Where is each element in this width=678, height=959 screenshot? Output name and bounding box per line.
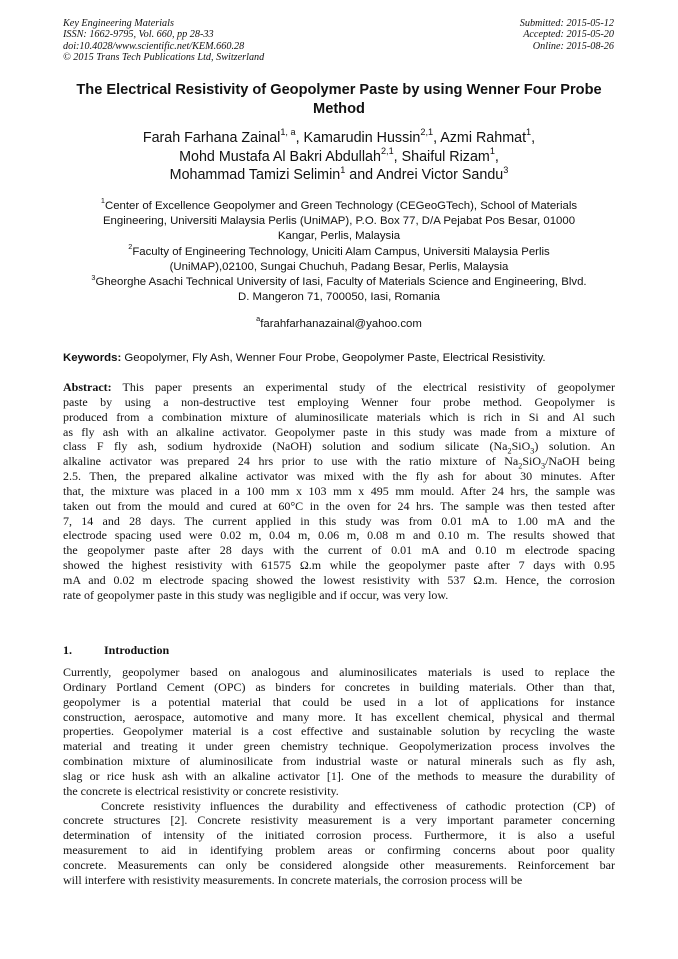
- text-run: that, the mixture was placed in a 100 mm x 103 mm x 495 mm mould. After 24 hrs, the sample was: [63, 483, 615, 498]
- superscript: 2,1: [380, 146, 394, 157]
- text-line: [63, 499, 615, 514]
- text-line: [63, 395, 615, 410]
- text-run: material and treating it under green chemistry technique. Geopolymerization process involves the: [63, 739, 615, 754]
- text-run: properties. Geopolymer material is a cost effective and sustainable solution by recycling the waste: [63, 724, 615, 739]
- text-run: Mohammad Tamizi Selimin: [169, 167, 341, 184]
- affiliation-line: [63, 196, 615, 214]
- subscript: 2: [507, 446, 512, 456]
- publication-dates: [520, 18, 614, 52]
- text-line: [63, 573, 615, 588]
- text-line: [63, 680, 615, 695]
- abstract-paragraph: [63, 380, 615, 603]
- text-run: 7, 14 and 28 days. The current applied in this study was from 0.01 mA to 1.00 mA and the: [63, 513, 615, 528]
- affiliation-line: [63, 229, 615, 244]
- text-line: [63, 588, 615, 603]
- copyright-line: © 2015 Trans Tech Publications Ltd, Switzerland: [63, 52, 265, 64]
- text-run: as fly ash with an alkaline activator. Geopolymer paste in this study was made from a mixture of: [63, 424, 615, 439]
- superscript: 3: [91, 272, 96, 282]
- text-run: ,: [531, 130, 536, 146]
- text-line: [63, 799, 615, 814]
- superscript: 2: [128, 242, 133, 252]
- superscript: 1: [340, 164, 346, 175]
- text-run: 2.5. Then, the prepared alkaline activator was mixed with the fly ash for about 30 minutes. After: [63, 469, 615, 484]
- text-run: slag or rice husk ash with an alkaline activator [1]. One of the methods to measure the durability of: [63, 768, 615, 783]
- text-run: Ordinary Portland Cement (OPC) as binders for concretes in building materials. Other than that,: [63, 679, 615, 694]
- text-line: [63, 769, 615, 784]
- text-line: [63, 514, 615, 529]
- title-line: The Electrical Resistivity of Geopolymer Paste by using Wenner Four Probe: [76, 82, 602, 98]
- text-run: measurement to aid in identifying problem areas or confirming concerns about poor quality: [63, 843, 615, 858]
- text-line: [63, 784, 615, 799]
- text-line: [63, 843, 615, 858]
- text-run: rate of geopolymer paste in this study was negligible and if occur, was very low.: [63, 587, 449, 602]
- text-line: [63, 695, 615, 710]
- text-line: [63, 828, 615, 843]
- affiliation-line: [63, 272, 615, 290]
- text-line: [63, 469, 615, 484]
- text-line: [63, 739, 615, 754]
- text-run: Currently, geopolymer based on analogous and aluminosilicates materials is used to replace the: [63, 665, 615, 679]
- journal-name: Key Engineering Materials: [63, 18, 174, 29]
- text-run: Center of Excellence Geopolymer and Green Technology (CEGeoGTech), School of Materials: [104, 200, 578, 212]
- text-run: concrete. Measurements can only be considered alongside other measurements. Reinforcement bar: [63, 857, 615, 872]
- text-line: [63, 724, 615, 739]
- keywords: [63, 351, 623, 365]
- text-line: [63, 484, 615, 499]
- text-line: [63, 813, 615, 828]
- text-line: [63, 873, 615, 888]
- text-line: [63, 425, 615, 440]
- text-run: Faculty of Engineering Technology, Uniciti Alam Campus, Universiti Malaysia Perlis: [132, 245, 550, 258]
- text-run: /NaOH being: [545, 454, 615, 469]
- text-line: [63, 858, 615, 873]
- text-run: Engineering, Universiti Malaysia Perlis (UniMAP), P.O. Box 77, D/A Pejabat Pos Besar, 01000: [102, 215, 576, 228]
- text-run: electrode spacing used were 0.02 m, 0.04 m, 0.06 m, 0.08 m and 0.10 m. The results showed that: [63, 528, 615, 543]
- text-run: Mohd Mustafa Al Bakri Abdullah: [179, 148, 381, 165]
- superscript: a: [256, 314, 261, 324]
- text-run: will interfere with resistivity measurements. In concrete materials, the corrosion process will be: [63, 872, 523, 887]
- affiliation-line: [63, 214, 615, 229]
- superscript: 1: [489, 146, 495, 157]
- author-line: [63, 129, 615, 148]
- text-run: Gheorghe Asachi Technical University of Iasi, Faculty of Materials Science and Engineering, Blvd.: [95, 276, 587, 289]
- text-run: determination of intensity of the initiated corrosion process. Furthermore, it is also a useful: [63, 828, 615, 843]
- text-run: concrete structures [2]. Concrete resistivity measurement is a very important parameter concerning: [63, 813, 615, 828]
- text-run: taken out from the mould and cured at 60°C in the oven for 24 hrs. The sample was then tested after: [63, 498, 615, 513]
- doi-line: doi:10.4028/www.scientific.net/KEM.660.28: [63, 40, 245, 52]
- author-list: [63, 129, 615, 185]
- superscript: 2,1: [420, 127, 434, 138]
- text-run: SiO: [522, 454, 542, 469]
- text-run: , Azmi Rahmat: [433, 130, 527, 146]
- text-run: paste by using a non-destructive test employing Wenner four probe method. Geopolymer is: [63, 394, 615, 409]
- text-run: , Kamarudin Hussin: [295, 130, 421, 146]
- text-line: [63, 454, 615, 469]
- text-run: D. Mangeron 71, 700050, Iasi, Romania: [238, 291, 440, 304]
- section-title: Introduction: [104, 643, 170, 657]
- text-run: farahfarhanazainal@yahoo.com: [260, 318, 422, 330]
- text-line: [63, 528, 615, 543]
- text-run: ) solution. An: [534, 439, 616, 454]
- affiliation-line: [63, 290, 615, 305]
- text-run: , Shaiful Rizam: [393, 148, 490, 165]
- title-line: Method: [313, 100, 365, 117]
- text-line: [63, 710, 615, 725]
- author-line: [63, 166, 615, 185]
- text-run: the geopolymer paste after 28 days with the current of 0.01 mA and 0.10 m electrode spacing: [63, 543, 615, 558]
- affiliation-line: [63, 260, 615, 275]
- text-line: [63, 543, 615, 558]
- text-line: [63, 439, 615, 454]
- superscript: 1: [100, 196, 105, 206]
- text-run: (UniMAP),02100, Sungai Chuchuh, Padang Besar, Perlis, Malaysia: [169, 260, 509, 273]
- accepted-date: Accepted: 2015-05-20: [523, 29, 614, 41]
- text-run: showed the highest resistivity with 61575 Ω.m while the geopolymer paste after 7 days with 0.95: [63, 558, 615, 573]
- superscript: 1, a: [280, 127, 296, 138]
- bold-label: Abstract:: [63, 380, 112, 394]
- text-run: geopolymer is a potential material that could be used in a lot of applications for instance: [63, 694, 615, 709]
- text-line: [63, 380, 615, 395]
- superscript: 1: [526, 127, 532, 138]
- text-run: construction, aerospace, automotive and many more. It has excellent chemical, physical and thermal: [63, 709, 615, 724]
- text-run: ,: [494, 148, 499, 165]
- text-run: Kangar, Perlis, Malaysia: [277, 230, 401, 243]
- text-run: alkaline activator was prepared 24 hrs prior to use with the ratio mixture of Na: [63, 454, 519, 469]
- text-line: [63, 665, 615, 680]
- text-line: [63, 410, 615, 425]
- journal-info: [63, 18, 264, 64]
- author-line: [63, 148, 615, 167]
- text-run: mA and 0.02 m electrode spacing showed the lowest resistivity with 537 Ω.m. Hence, the corrosion: [63, 572, 615, 587]
- text-line: [63, 558, 615, 573]
- keywords-text: Geopolymer, Fly Ash, Wenner Four Probe, Geopolymer Paste, Electrical Resistivity.: [121, 352, 546, 364]
- submitted-date: Submitted: 2015-05-12: [519, 18, 614, 29]
- text-run: class F fly ash, sodium hydroxide (NaOH) solution and sodium silicate (Na: [63, 439, 508, 454]
- section-heading: [63, 643, 169, 657]
- text-run: combination mixture of aluminosilicate from industrial waste or natural minerals such as fly ash,: [63, 754, 615, 769]
- text-run: and Andrei Victor Sandu: [345, 167, 504, 184]
- text-run: produced from a combination mixture of aluminosilicate materials which is rich in Si and Al such: [63, 409, 615, 424]
- corresponding-email: [63, 314, 615, 331]
- keywords-label: Keywords:: [63, 352, 122, 364]
- text-run: This paper presents an experimental study of the electrical resistivity of geopolymer: [111, 380, 615, 394]
- affiliations: [63, 196, 615, 305]
- text-run: Concrete resistivity influences the durability and effectiveness of cathodic protection (CP) of: [101, 798, 615, 813]
- subscript: 2: [518, 461, 523, 471]
- text-run: SiO: [511, 439, 531, 454]
- introduction-paragraph: [63, 665, 615, 888]
- affiliation-line: [63, 242, 615, 260]
- text-line: [63, 754, 615, 769]
- text-run: the concrete is electrical resistivity or concrete resistivity.: [63, 783, 339, 798]
- text-run: Farah Farhana Zainal: [142, 130, 281, 146]
- superscript: 3: [503, 164, 509, 175]
- paper-title: [63, 81, 615, 118]
- online-date: Online: 2015-08-26: [532, 40, 614, 52]
- subscript: 3: [541, 461, 546, 471]
- issn-line: ISSN: 1662-9795, Vol. 660, pp 28-33: [63, 29, 214, 41]
- section-number: 1.: [63, 643, 72, 657]
- subscript: 3: [530, 446, 535, 456]
